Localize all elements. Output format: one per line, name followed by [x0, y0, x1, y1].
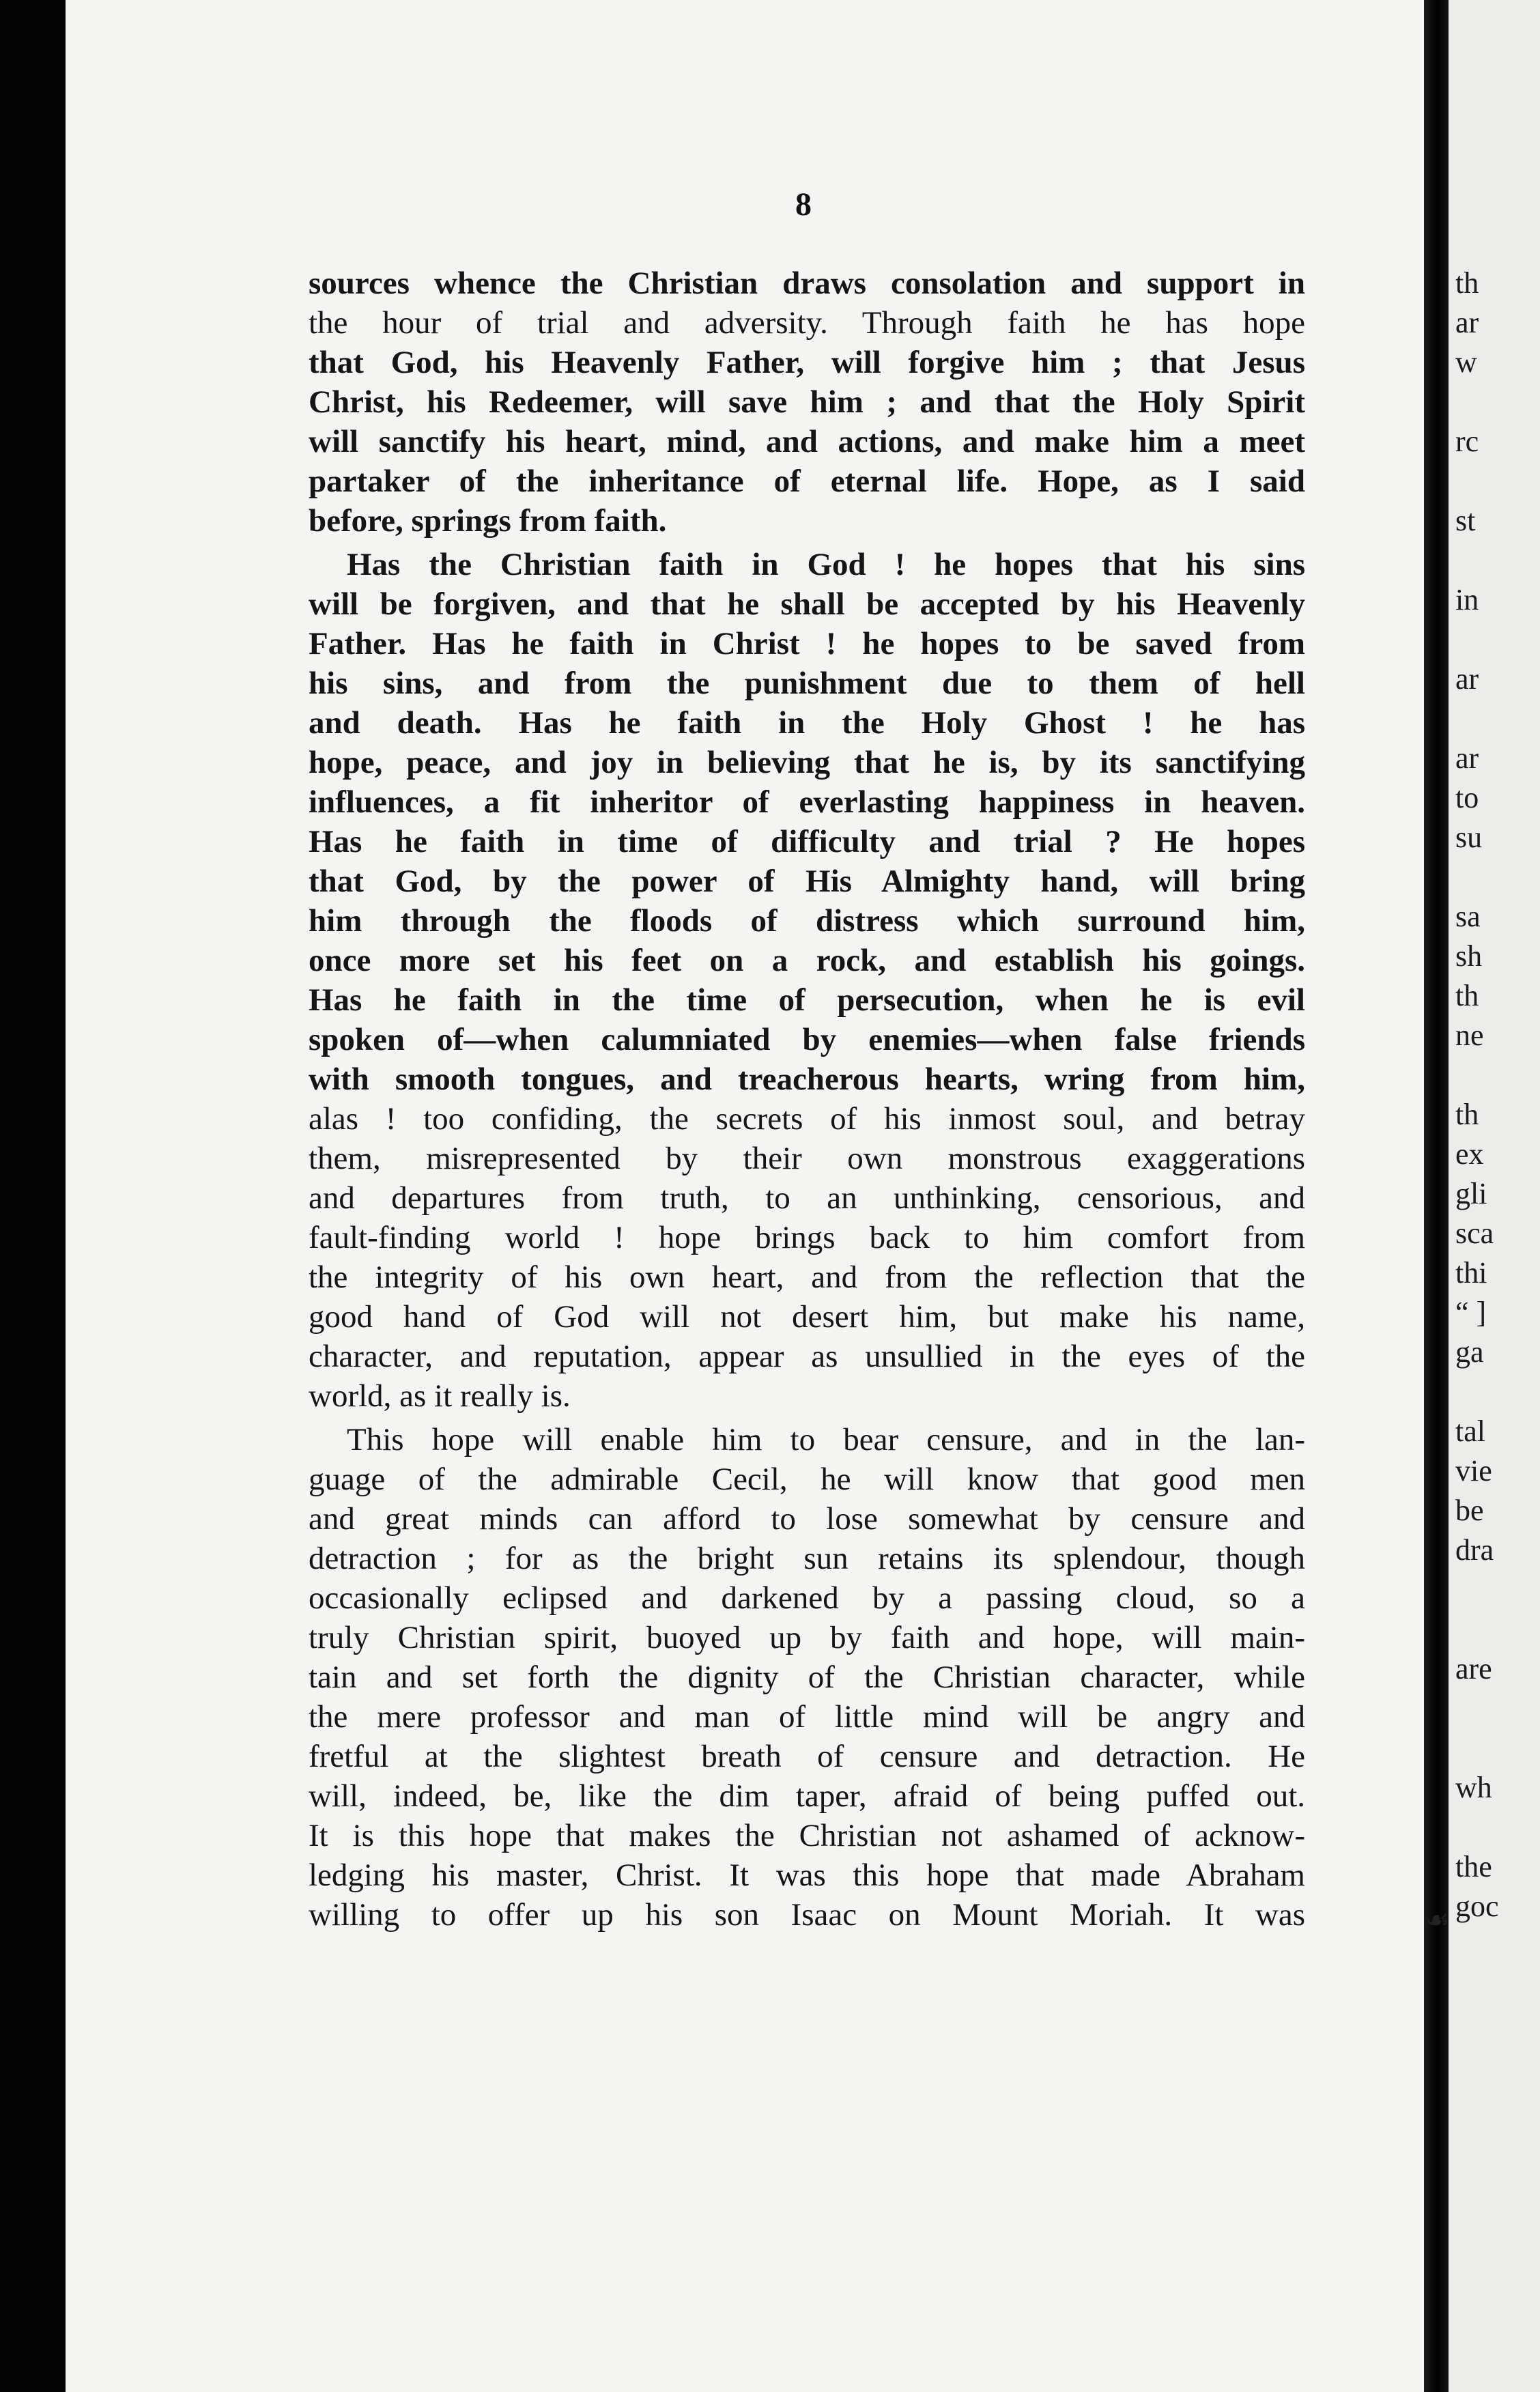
next-page-fragment: sca: [1455, 1216, 1494, 1250]
next-page-fragment: su: [1455, 821, 1483, 854]
next-page-fragment: [1449, 382, 1540, 422]
next-page-fragment: ar: [1455, 662, 1479, 696]
next-page-fragment: dra: [1455, 1533, 1494, 1567]
text-line: This hope will enable him to bear censure, and in the lan-: [347, 1422, 1305, 1457]
next-page-fragment: sh: [1455, 939, 1483, 973]
next-page-fragment: vie: [1455, 1454, 1492, 1487]
next-page-fragment: ex: [1455, 1137, 1484, 1171]
next-page-fragment: thi: [1455, 1256, 1487, 1290]
next-page-fragment: [1449, 461, 1540, 501]
next-page-fragment: to: [1455, 781, 1479, 814]
paragraph-2: [309, 545, 1305, 1416]
text-line: partaker of the inheritance of eternal life. Hope, as I said: [309, 464, 1305, 499]
next-page-fragment: wh: [1455, 1771, 1492, 1804]
paragraph-1: [309, 264, 1305, 541]
next-page-fragment: ar: [1455, 306, 1479, 339]
text-line: and great minds can afford to lose somewhat by censure and: [309, 1501, 1305, 1537]
next-page-fragment: [1449, 1372, 1540, 1412]
text-line: the integrity of his own heart, and from the reflection that the: [309, 1259, 1305, 1295]
text-line: ledging his master, Christ. It was this hope that made Abraham: [309, 1857, 1305, 1893]
next-page-fragment: w: [1455, 345, 1477, 379]
text-line: guage of the admirable Cecil, he will know that good men: [309, 1462, 1305, 1497]
next-page-fragment: ga: [1455, 1335, 1484, 1369]
book-gutter: [1424, 0, 1449, 2392]
next-page-fragment: th: [1455, 266, 1479, 300]
text-line: with smooth tongues, and treacherous hearts, wring from him,: [309, 1062, 1305, 1097]
next-page-fragment: sa: [1455, 900, 1481, 933]
next-page-fragment: [1449, 1808, 1540, 1847]
text-line: character, and reputation, appear as unsullied in the eyes of the: [309, 1339, 1305, 1374]
next-page-fragment: [1449, 699, 1540, 739]
next-page-fragment: [1449, 1570, 1540, 1610]
next-page-fragment: gli: [1455, 1177, 1487, 1210]
text-line: hope, peace, and joy in believing that he is, by its sanctifying: [309, 745, 1305, 780]
text-line: and departures from truth, to an unthinking, censorious, and: [309, 1180, 1305, 1216]
paragraph-3: [309, 1420, 1305, 1935]
next-page-fragment: [1449, 1689, 1540, 1728]
page-number: 8: [795, 186, 812, 223]
page-body-text: [309, 264, 1305, 1939]
text-line: will be forgiven, and that he shall be accepted by his Heavenly: [309, 586, 1305, 622]
text-line: world, as it really is.: [309, 1378, 571, 1414]
text-line: occasionally eclipsed and darkened by a passing cloud, so a: [309, 1580, 1305, 1616]
text-line: It is this hope that makes the Christian not ashamed of acknow-: [309, 1818, 1305, 1853]
text-line: fretful at the slightest breath of censure and detraction. He: [309, 1739, 1305, 1774]
text-line: Has he faith in time of difficulty and trial ? He hopes: [309, 824, 1305, 859]
scan-left-border: [0, 0, 66, 2392]
next-page-fragment: [1449, 1610, 1540, 1649]
text-line: them, misrepresented by their own monstrous exaggerations: [309, 1141, 1305, 1176]
ink-speck-mark: ☙: [1425, 1905, 1450, 1936]
text-line: influences, a fit inheritor of everlasting happiness in heaven.: [309, 784, 1305, 820]
text-line: alas ! too confiding, the secrets of his inmost soul, and betray: [309, 1101, 1305, 1137]
next-page-fragment: [1449, 620, 1540, 659]
next-page-fragment: [1449, 857, 1540, 897]
text-line: and death. Has he faith in the Holy Ghost ! he has: [309, 705, 1305, 741]
text-line: Has the Christian faith in God ! he hopes that his sins: [347, 547, 1305, 582]
text-line: before, springs from faith.: [309, 503, 667, 539]
next-page-fragment: rc: [1455, 425, 1479, 458]
text-line: good hand of God will not desert him, but make his name,: [309, 1299, 1305, 1335]
next-page-fragment: be: [1455, 1494, 1484, 1527]
next-page-fragment: ar: [1455, 741, 1479, 775]
next-page-fragment: are: [1455, 1652, 1492, 1685]
next-page-fragment: “ ]: [1455, 1296, 1487, 1329]
text-line: once more set his feet on a rock, and establish his goings.: [309, 943, 1305, 978]
next-page-fragment: [1449, 1055, 1540, 1095]
next-page-fragment: goc: [1455, 1890, 1499, 1923]
text-line: willing to offer up his son Isaac on Mount Moriah. It was: [309, 1897, 1305, 1933]
text-line: tain and set forth the dignity of the Christian character, while: [309, 1660, 1305, 1695]
text-line: him through the floods of distress which surround him,: [309, 903, 1305, 939]
text-line: will sanctify his heart, mind, and actions, and make him a meet: [309, 424, 1305, 459]
next-page-fragment: ne: [1455, 1019, 1484, 1052]
text-line: detraction ; for as the bright sun retains its splendour, though: [309, 1541, 1305, 1576]
next-page-fragment: tal: [1455, 1414, 1485, 1448]
next-page-fragment: th: [1455, 1098, 1479, 1131]
text-line: that God, by the power of His Almighty hand, will bring: [309, 864, 1305, 899]
text-line: truly Christian spirit, buoyed up by faith and hope, will main-: [309, 1620, 1305, 1655]
text-line: the hour of trial and adversity. Through faith he has hope: [309, 305, 1305, 341]
text-line: fault-finding world ! hope brings back to him comfort from: [309, 1220, 1305, 1255]
next-page-fragment: st: [1455, 504, 1476, 537]
next-page-fragment: the: [1455, 1850, 1492, 1883]
text-line: that God, his Heavenly Father, will forgive him ; that Jesus: [309, 345, 1305, 380]
next-page-fragment: in: [1455, 583, 1479, 616]
text-line: will, indeed, be, like the dim taper, afraid of being puffed out.: [309, 1778, 1305, 1814]
text-line: the mere professor and man of little mind will be angry and: [309, 1699, 1305, 1735]
text-line: Father. Has he faith in Christ ! he hopes to be saved from: [309, 626, 1305, 661]
text-line: spoken of—when calumniated by enemies—when false friends: [309, 1022, 1305, 1057]
next-page-fragment: th: [1455, 979, 1479, 1012]
next-page-fragment: [1449, 1728, 1540, 1768]
text-line: sources whence the Christian draws consolation and support in: [309, 266, 1305, 301]
text-line: Has he faith in the time of persecution, when he is evil: [309, 982, 1305, 1018]
next-page-fragment: [1449, 541, 1540, 580]
text-line: Christ, his Redeemer, will save him ; and that the Holy Spirit: [309, 384, 1305, 420]
next-page-edge: [1449, 0, 1540, 2392]
text-line: his sins, and from the punishment due to them of hell: [309, 666, 1305, 701]
